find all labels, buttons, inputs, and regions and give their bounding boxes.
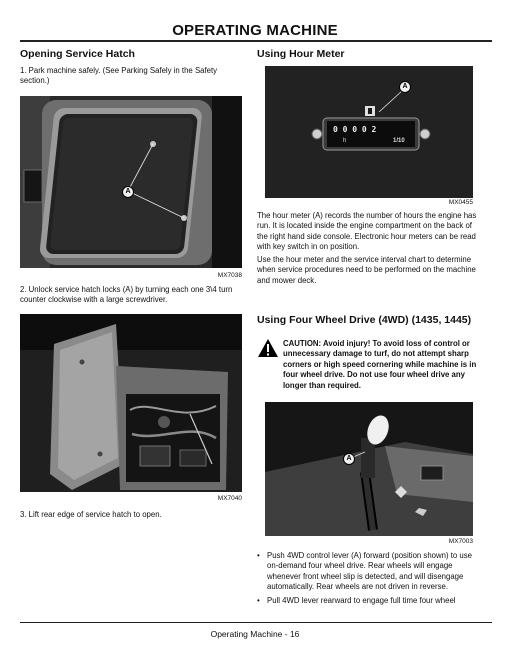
callout-a: A: [122, 186, 134, 198]
figure-service-hatch-open: [20, 314, 242, 492]
page-footer: Operating Machine - 16: [210, 629, 300, 639]
step-3-text: 3. Lift rear edge of service hatch to open.: [20, 510, 162, 519]
figure-2-id: MX7040: [217, 495, 242, 502]
caution-text: CAUTION: Avoid injury! To avoid loss of control or unnecessary damage to turf, do not attempt sharp corners or high speed cornering while machine is in four wheel drive. Do not use four wheel drive any longer than required.: [283, 339, 477, 390]
figure-1-id: MX7038: [217, 272, 242, 279]
hour-meter-readout: 0 0 0 0 2: [333, 125, 377, 134]
page-title: OPERATING MACHINE: [172, 22, 338, 39]
figure-hour-meter: [265, 66, 473, 198]
hour-meter-tenth-label: 1/10: [393, 138, 405, 144]
step-2-text: 2. Unlock service hatch locks (A) by turning each one 3\4 turn counter clockwise with a large screwdriver.: [20, 285, 233, 305]
warning-triangle-icon: [257, 338, 279, 358]
title-rule: [20, 40, 492, 42]
footer-rule: [20, 622, 492, 623]
figure-4wd-lever: [265, 402, 473, 536]
hour-meter-paragraph-1: The hour meter (A) records the number of hours the engine has run. It is located inside the engine compartment on the back of the right hand side console. Electronic hour meters can be read with key switch in on position.: [257, 211, 477, 252]
figure-service-hatch-closed: [20, 96, 242, 268]
section-heading-service-hatch: Opening Service Hatch: [20, 48, 135, 60]
figure-3-id: MX0455: [448, 199, 473, 206]
4wd-bullet-list: [257, 551, 479, 609]
section-heading-hour-meter: Using Hour Meter: [257, 48, 345, 60]
section-heading-4wd: Using Four Wheel Drive (4WD) (1435, 1445): [257, 314, 472, 326]
bullet-item: • Pull 4WD lever rearward to engage full time four wheel: [257, 596, 479, 606]
callout-a: A: [343, 453, 355, 465]
figure-4-id: MX7003: [448, 538, 473, 545]
callout-a: A: [399, 81, 411, 93]
step-1-text: 1. Park machine safely. (See Parking Safely in the Safety section.): [20, 66, 218, 86]
hour-meter-paragraph-2: Use the hour meter and the service interval chart to determine when service procedures need to be performed on the machine and mower deck.: [257, 255, 476, 285]
hour-meter-h-label: h: [343, 138, 347, 144]
bullet-item: • Push 4WD control lever (A) forward (position shown) to use on-demand four wheel drive. Rear wheels will engage whenever front wheel slip is detected, and will disengage automatically. Rear wheels are not driven in reverse.: [257, 551, 479, 593]
